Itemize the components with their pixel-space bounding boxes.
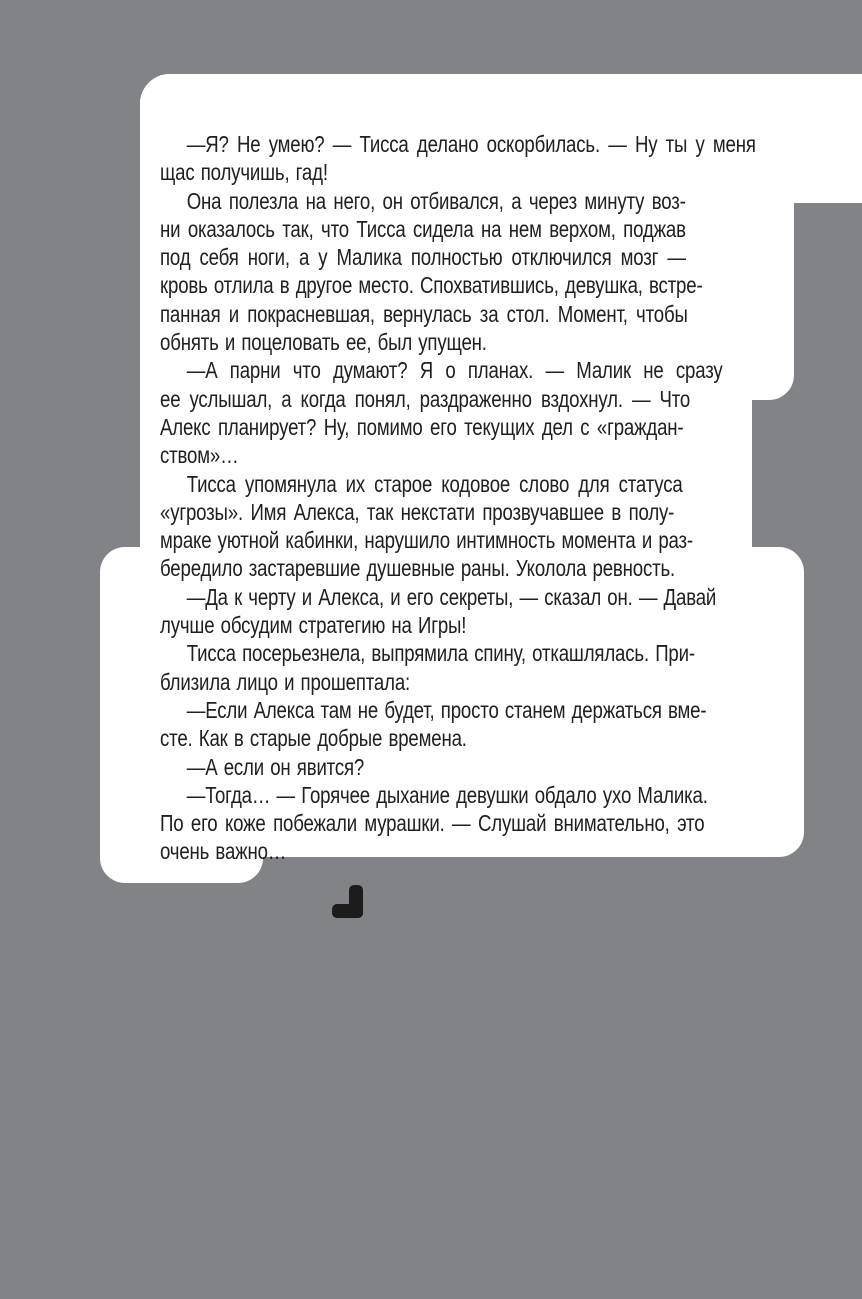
book-text-line: близила лицо и прошептала: [160, 668, 411, 695]
book-text-line: —Да к черту и Алекса, и его секреты, — сказал он. — Давай [186, 583, 717, 610]
book-text-line: бередило застаревшие душевные раны. Уколола ревность. [160, 555, 676, 582]
book-text-line: Она полезла на него, он отбивался, а через минуту воз- [186, 187, 686, 214]
book-text-line: «угрозы». Имя Алекса, так некстати прозвучавшее в полу- [160, 498, 675, 525]
book-text-line: сте. Как в старые добрые времена. [160, 725, 467, 752]
book-text-line: —Я? Не умею? — Тисса делано оскорбилась. — Ну ты у меня [186, 131, 756, 157]
book-text [160, 130, 756, 866]
book-text-line: панная и покрасневшая, вернулась за стол. Момент, чтобы [160, 300, 688, 327]
book-text-line: —Если Алекса там не будет, просто станем держаться вме- [186, 696, 707, 723]
book-text-line: ством»… [160, 442, 239, 469]
book-text-line: лучше обсудим стратегию на Игры! [160, 612, 467, 639]
book-text-line: —Тогда… — Горячее дыхание девушки обдало ухо Малика. [186, 781, 708, 808]
book-text-line: очень важно… [160, 838, 287, 865]
book-text-line: мраке уютной кабинки, нарушило интимность момента и раз- [160, 527, 693, 554]
book-text-line: Алекс планирует? Ну, помимо его текущих дел с «граждан- [160, 413, 684, 440]
book-text-line: —А парни что думают? Я о планах. — Малик не сразу [186, 357, 723, 384]
book-text-line: кровь отлила в другое место. Спохватившись, девушка, встре- [160, 272, 703, 299]
book-text-line: Тисса упомянула их старое кодовое слово для статуса [186, 470, 683, 497]
book-text-line: —А если он явится? [186, 753, 365, 780]
book-text-line: Тисса посерьезнела, выпрямила спину, откашлялась. При- [186, 640, 695, 667]
book-text-line: По его коже побежали мурашки. — Слушай внимательно, это [160, 810, 705, 837]
page-corner-mark-icon [330, 883, 366, 921]
book-text-line: обнять и поцеловать ее, был упущен. [160, 329, 487, 356]
book-text-line: щас получишь, гад! [160, 159, 328, 186]
book-text-line: ее услышал, а когда понял, раздраженно вздохнул. — Что [160, 385, 691, 412]
book-text-line: ни оказалось так, что Тисса сидела на нем верхом, поджав [160, 215, 686, 242]
book-text-line: под себя ноги, а у Малика полностью отключился мозг — [160, 244, 686, 271]
